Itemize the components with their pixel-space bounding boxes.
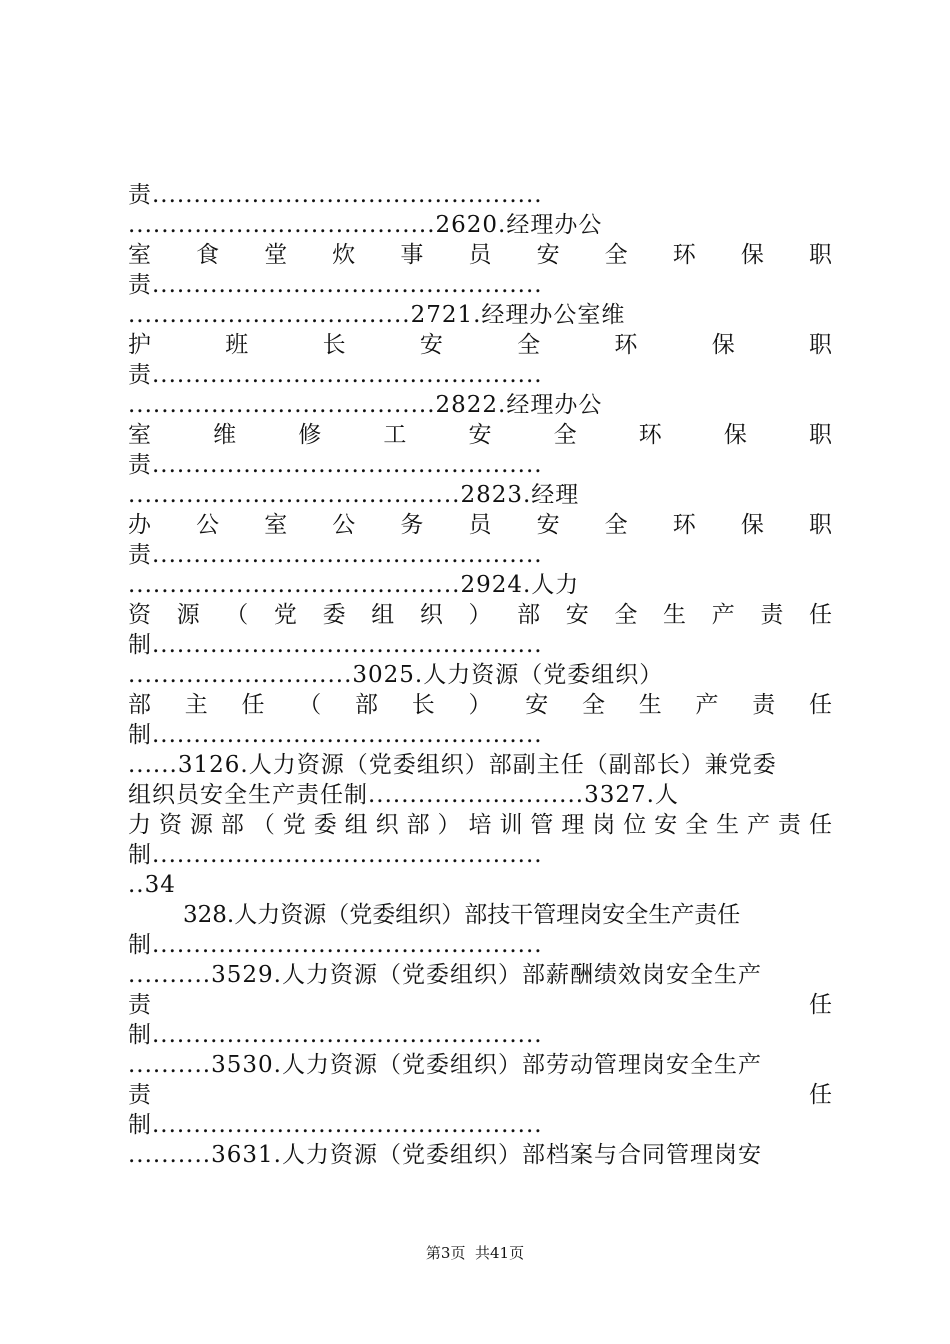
toc-char: 安 xyxy=(654,812,678,838)
toc-char: 任 xyxy=(808,812,832,838)
toc-char: 安 xyxy=(419,332,443,358)
toc-line: 责............................................... xyxy=(128,542,543,568)
toc-line: ...........................3025.人力资源（党委组织） xyxy=(128,662,664,688)
toc-line xyxy=(128,690,832,720)
toc-char: 理 xyxy=(561,812,585,838)
toc-char: 食 xyxy=(196,242,220,268)
toc-char: 全 xyxy=(604,242,628,268)
toc-char: 组 xyxy=(344,812,368,838)
toc-char: 位 xyxy=(623,812,647,838)
toc-char: 安 xyxy=(565,602,589,628)
toc-line: 制............................................... xyxy=(128,932,543,958)
toc-line xyxy=(128,810,832,840)
toc-char: 安 xyxy=(536,242,560,268)
toc-line xyxy=(128,600,832,630)
toc-char: 资 xyxy=(128,602,151,628)
toc-char: 委 xyxy=(322,602,346,628)
toc-char: 环 xyxy=(672,512,696,538)
toc-line: 任 xyxy=(809,992,832,1018)
toc-line: .....................................2822.经理办公 xyxy=(128,392,603,418)
toc-char: 部 xyxy=(355,692,378,718)
toc-char: 职 xyxy=(808,512,832,538)
toc-char: ） xyxy=(437,812,461,838)
toc-line: 制............................................... xyxy=(128,632,543,658)
toc-char: 部 xyxy=(517,602,541,628)
toc-char: 生 xyxy=(663,602,687,628)
toc-char: 室 xyxy=(128,242,151,268)
toc-char: 工 xyxy=(383,422,407,448)
toc-char: 堂 xyxy=(264,242,288,268)
toc-char: 室 xyxy=(128,422,151,448)
toc-char: 员 xyxy=(468,242,492,268)
toc-line: 制............................................... xyxy=(128,1112,543,1138)
toc-char: 炊 xyxy=(332,242,356,268)
toc-char: 织 xyxy=(375,812,399,838)
toc-line xyxy=(128,510,832,540)
toc-char: （ xyxy=(298,692,322,718)
toc-char: 产 xyxy=(711,602,735,628)
toc-char: 务 xyxy=(400,512,424,538)
toc-char: 部 xyxy=(128,692,151,718)
toc-char: 主 xyxy=(184,692,208,718)
toc-line: 责............................................... xyxy=(128,272,543,298)
toc-char: 委 xyxy=(313,812,337,838)
toc-char: 管 xyxy=(530,812,554,838)
toc-char: 全 xyxy=(582,692,605,718)
toc-char: 室 xyxy=(264,512,288,538)
toc-line: ......3126.人力资源（党委组织）部副主任（副部长）兼党委 xyxy=(128,752,777,778)
toc-line xyxy=(128,240,832,270)
toc-char: （ xyxy=(251,812,275,838)
toc-line xyxy=(128,330,832,360)
toc-line: ..34 xyxy=(128,872,176,898)
toc-char: 任 xyxy=(808,602,832,628)
toc-line: 责............................................... xyxy=(128,362,543,388)
toc-char: 任 xyxy=(809,692,832,718)
toc-char: 力 xyxy=(128,812,151,838)
toc-char: 岗 xyxy=(592,812,616,838)
toc-line: .....................................2620.经理办公 xyxy=(128,212,603,238)
toc-line: 责............................................... xyxy=(128,452,543,478)
toc-char: 安 xyxy=(468,422,492,448)
toc-char: 生 xyxy=(716,812,740,838)
toc-char: 训 xyxy=(499,812,523,838)
toc-char: 全 xyxy=(517,332,541,358)
toc-char: 长 xyxy=(411,692,435,718)
toc-char: 员 xyxy=(468,512,492,538)
toc-char: 培 xyxy=(468,812,492,838)
toc-line: ..........3530.人力资源（党委组织）部劳动管理岗安全生产 xyxy=(128,1052,762,1078)
toc-char: 源 xyxy=(176,602,200,628)
toc-char: 责 xyxy=(752,692,776,718)
toc-char: 安 xyxy=(536,512,560,538)
toc-line: ..................................2721.经理办公室维 xyxy=(128,302,626,328)
toc-line: 任 xyxy=(809,1082,832,1108)
toc-char: 责 xyxy=(760,602,784,628)
toc-char: 保 xyxy=(740,512,764,538)
toc-line: 328.人力资源（党委组织）部技干管理岗安全生产责任 xyxy=(183,902,741,928)
toc-char: 长 xyxy=(322,332,346,358)
toc-char: 护 xyxy=(128,332,151,358)
toc-line xyxy=(128,420,832,450)
toc-line: ........................................2924.人力 xyxy=(128,572,580,598)
toc-char: 保 xyxy=(711,332,735,358)
toc-char: 责 xyxy=(778,812,802,838)
page-footer: 第3页 共41页 xyxy=(425,1244,525,1262)
toc-char: 事 xyxy=(400,242,424,268)
toc-char: 班 xyxy=(225,332,249,358)
toc-char: 资 xyxy=(158,812,182,838)
toc-char: 党 xyxy=(282,812,306,838)
toc-char: 办 xyxy=(128,512,151,538)
toc-char: 生 xyxy=(638,692,662,718)
toc-char: 责 xyxy=(128,992,151,1018)
toc-line: ..........3529.人力资源（党委组织）部薪酬绩效岗安全生产 xyxy=(128,962,762,988)
toc-char: 环 xyxy=(638,422,662,448)
toc-char: 保 xyxy=(723,422,747,448)
toc-char: 职 xyxy=(809,422,832,448)
toc-char: 职 xyxy=(808,242,832,268)
toc-char: 环 xyxy=(672,242,696,268)
toc-char: 保 xyxy=(740,242,764,268)
toc-char: 全 xyxy=(604,512,628,538)
toc-char: 织 xyxy=(419,602,443,628)
toc-char: （ xyxy=(225,602,249,628)
toc-char: ） xyxy=(468,602,492,628)
toc-char: 维 xyxy=(213,422,237,448)
toc-char: 公 xyxy=(196,512,220,538)
toc-char: 产 xyxy=(747,812,771,838)
toc-char: 全 xyxy=(614,602,638,628)
toc-char: 职 xyxy=(808,332,832,358)
toc-char: 公 xyxy=(332,512,356,538)
toc-char: 安 xyxy=(525,692,549,718)
toc-char: 全 xyxy=(685,812,709,838)
toc-char: 党 xyxy=(273,602,297,628)
toc-line: 制............................................... xyxy=(128,842,543,868)
toc-char: 部 xyxy=(220,812,244,838)
toc-line: ........................................2823.经理 xyxy=(128,482,580,508)
toc-line: 组织员安全生产责任制..........................3327.人 xyxy=(128,782,679,808)
toc-char: 环 xyxy=(614,332,638,358)
toc-line: ..........3631.人力资源（党委组织）部档案与合同管理岗安 xyxy=(128,1142,762,1168)
toc-char: 产 xyxy=(695,692,719,718)
toc-char: 组 xyxy=(371,602,395,628)
toc-char: 修 xyxy=(298,422,322,448)
toc-char: 全 xyxy=(553,422,577,448)
toc-line: 制............................................... xyxy=(128,722,543,748)
toc-char: 任 xyxy=(241,692,265,718)
toc-line: 责............................................... xyxy=(128,182,543,208)
toc-char: 部 xyxy=(406,812,430,838)
toc-char: 责 xyxy=(128,1082,151,1108)
toc-char: ） xyxy=(468,692,492,718)
toc-char: 源 xyxy=(189,812,213,838)
toc-line: 制............................................... xyxy=(128,1022,543,1048)
